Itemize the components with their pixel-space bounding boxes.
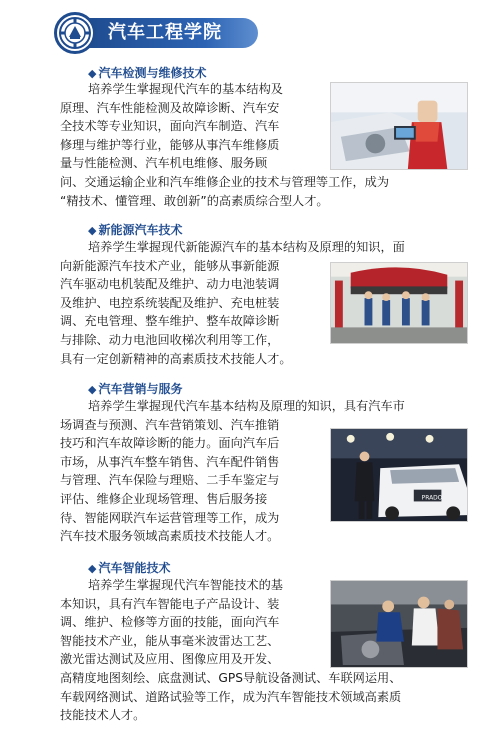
paragraph-line: 高精度地图刻绘、底盘测试、GPS导航设备测试、车联网运用、 bbox=[60, 671, 402, 685]
paragraph-line: 汽车驱动电机装配及维护、动力电池装调 bbox=[60, 277, 280, 292]
lift-workshop-photo bbox=[330, 262, 468, 344]
paragraph-line: 与排除、动力电池回收梯次利用等工作， bbox=[60, 333, 280, 347]
diamond-bullet-icon: ◆ bbox=[88, 383, 97, 396]
paragraph-line: 量与性能检测、汽车机电维修、服务顾 bbox=[60, 156, 268, 171]
svg-text:PRADO: PRADO bbox=[421, 495, 443, 502]
paragraph-line: 技巧和汽车故障诊断的能力。面向汽车后 bbox=[60, 436, 280, 451]
paragraph-line: 向新能源汽车技术产业，能够从事新能源 bbox=[60, 258, 280, 273]
diamond-bullet-icon: ◆ bbox=[88, 67, 97, 80]
paragraph-line: 调、充电管理、整车维护、整车故障诊断 bbox=[60, 314, 280, 329]
engine-inspection-photo bbox=[330, 580, 468, 668]
paragraph-line: 技能技术人才。 bbox=[60, 708, 146, 723]
paragraph-line: 调、维护、检修等方面的技能，面向汽车 bbox=[60, 615, 280, 630]
paragraph-line: 及维护、电控系统装配及维护、充电桩装 bbox=[60, 295, 280, 310]
paragraph-line: 评估、维修企业现场管理、售后服务接 bbox=[60, 492, 268, 506]
diamond-bullet-icon: ◆ bbox=[88, 562, 97, 575]
paragraph-line: 问、交通运输企业和汽车维修企业的技术与管理等工作，成为 bbox=[60, 175, 390, 189]
paragraph-line: 培养学生掌握现代汽车基本结构及原理的知识，具有汽车市 bbox=[88, 399, 405, 413]
paragraph-line: 培养学生掌握现代新能源汽车的基本结构及原理的知识，面 bbox=[88, 240, 405, 254]
paragraph-line: 车载网络测试、道路试验等工作，成为汽车智能技术领域高素质 bbox=[60, 689, 402, 704]
paragraph-line: 激光雷达测试及应用、图像应用及开发、 bbox=[60, 652, 280, 667]
paragraph-line: 培养学生掌握现代汽车的基本结构及 bbox=[88, 82, 283, 96]
section-title-marketing: ◆ 汽车营销与服务 bbox=[88, 382, 183, 396]
paragraph-line: 具有一定创新精神的高素质技术技能人才。 bbox=[60, 351, 292, 366]
section-title-intelligent: ◆ 汽车智能技术 bbox=[88, 561, 171, 575]
paragraph-line: “精技术、懂管理、敢创新”的高素质综合型人才。 bbox=[60, 193, 329, 208]
paragraph-line: 汽车技术服务领域高素质技术技能人才。 bbox=[60, 529, 280, 544]
paragraph-line: 市场，从事汽车整车销售、汽车配件销售 bbox=[60, 454, 280, 469]
paragraph-line: 培养学生掌握现代汽车智能技术的基 bbox=[88, 578, 283, 592]
paragraph-line: 全技术等专业知识，面向汽车制造、汽车 bbox=[60, 119, 280, 134]
paragraph-line: 场调查与预测、汽车营销策划、汽车推销 bbox=[60, 417, 280, 432]
showroom-sales-photo bbox=[330, 428, 468, 522]
paragraph-line: 原理、汽车性能检测及故障诊断、汽车安 bbox=[60, 100, 280, 115]
paragraph-line: 智能技术产业，能从事毫米波雷达工艺、 bbox=[60, 633, 280, 648]
section-title-auto-inspection: ◆ 汽车检测与维修技术 bbox=[88, 66, 207, 80]
page-title: 汽车工程学院 bbox=[108, 22, 222, 43]
college-logo-icon bbox=[54, 12, 96, 54]
paragraph-line: 本知识，具有汽车智能电子产品设计、装 bbox=[60, 596, 280, 611]
paragraph-line: 修理与维护等行业，能够从事汽车维修质 bbox=[60, 137, 280, 152]
diamond-bullet-icon: ◆ bbox=[88, 224, 97, 237]
paragraph-line: 与管理、汽车保险与理赔、二手车鉴定与 bbox=[60, 473, 280, 488]
mechanic-diagnosis-photo bbox=[330, 82, 468, 170]
paragraph-line: 待、智能网联汽车运营管理等工作，成为 bbox=[60, 510, 280, 525]
section-title-new-energy: ◆ 新能源汽车技术 bbox=[88, 223, 183, 237]
